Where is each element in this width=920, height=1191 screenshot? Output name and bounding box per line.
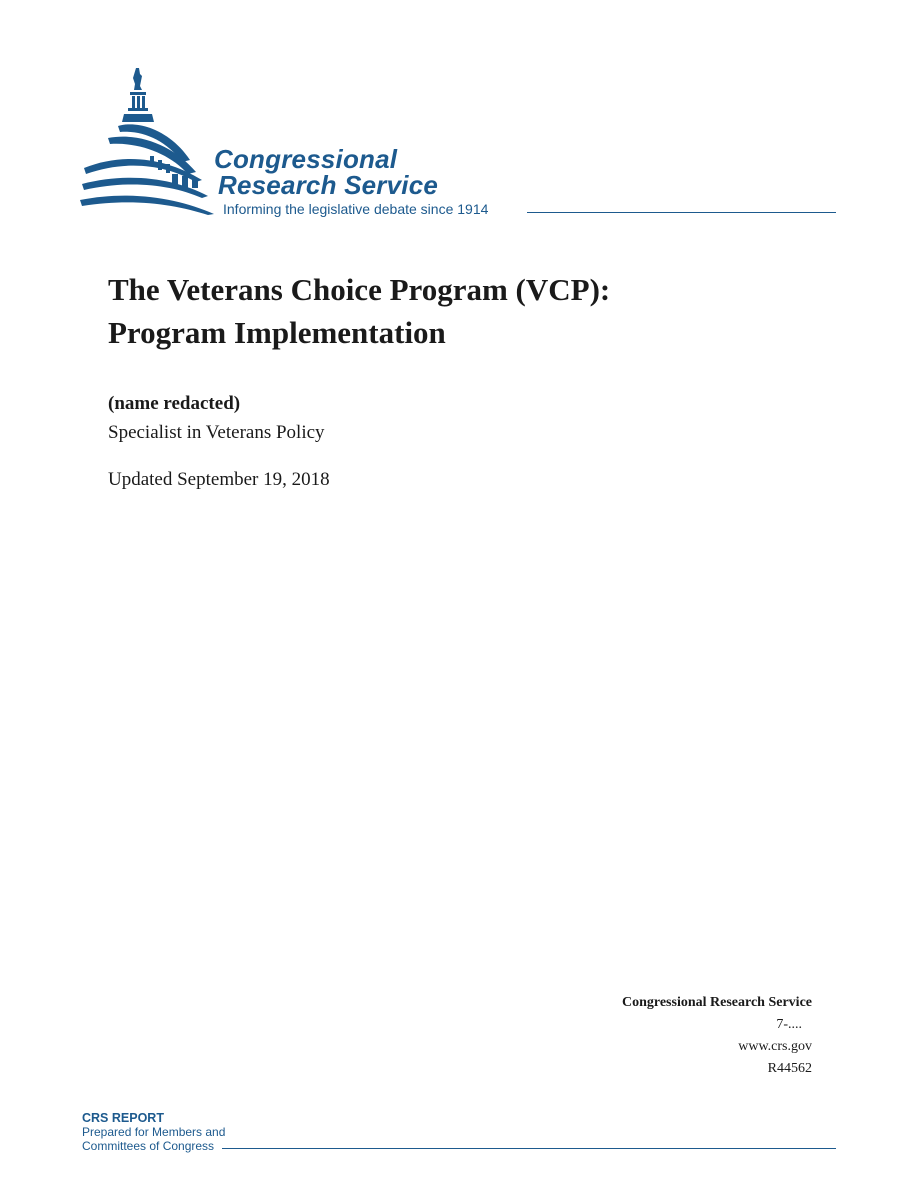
logo-org-line2: Research Service: [218, 170, 439, 200]
report-info: [492, 992, 812, 1080]
info-code: 7-....: [776, 1017, 802, 1032]
info-report-number: R44562: [767, 1061, 812, 1076]
footer-report-label: CRS REPORT: [82, 1111, 164, 1125]
logo-tagline: Informing the legislative debate since 1914: [223, 201, 489, 217]
capitol-dome-icon: [78, 64, 228, 224]
document-title-line2: Program Implementation: [108, 315, 446, 350]
header-divider: [527, 212, 836, 213]
crs-logo: [78, 64, 538, 224]
document-title-line1: The Veterans Choice Program (VCP):: [108, 272, 611, 307]
footer: [82, 1111, 225, 1153]
logo-org-line1: Congressional: [214, 144, 398, 174]
info-organization: Congressional Research Service: [621, 995, 812, 1010]
updated-date: Updated September 19, 2018: [108, 469, 330, 490]
footer-line1: Prepared for Members and: [82, 1125, 226, 1139]
author-name: (name redacted): [108, 393, 241, 414]
document-title: [108, 268, 828, 354]
footer-line2: Committees of Congress: [82, 1139, 215, 1153]
footer-divider: [222, 1148, 836, 1149]
author-role: Specialist in Veterans Policy: [108, 422, 325, 443]
info-website[interactable]: www.crs.gov: [738, 1039, 812, 1054]
